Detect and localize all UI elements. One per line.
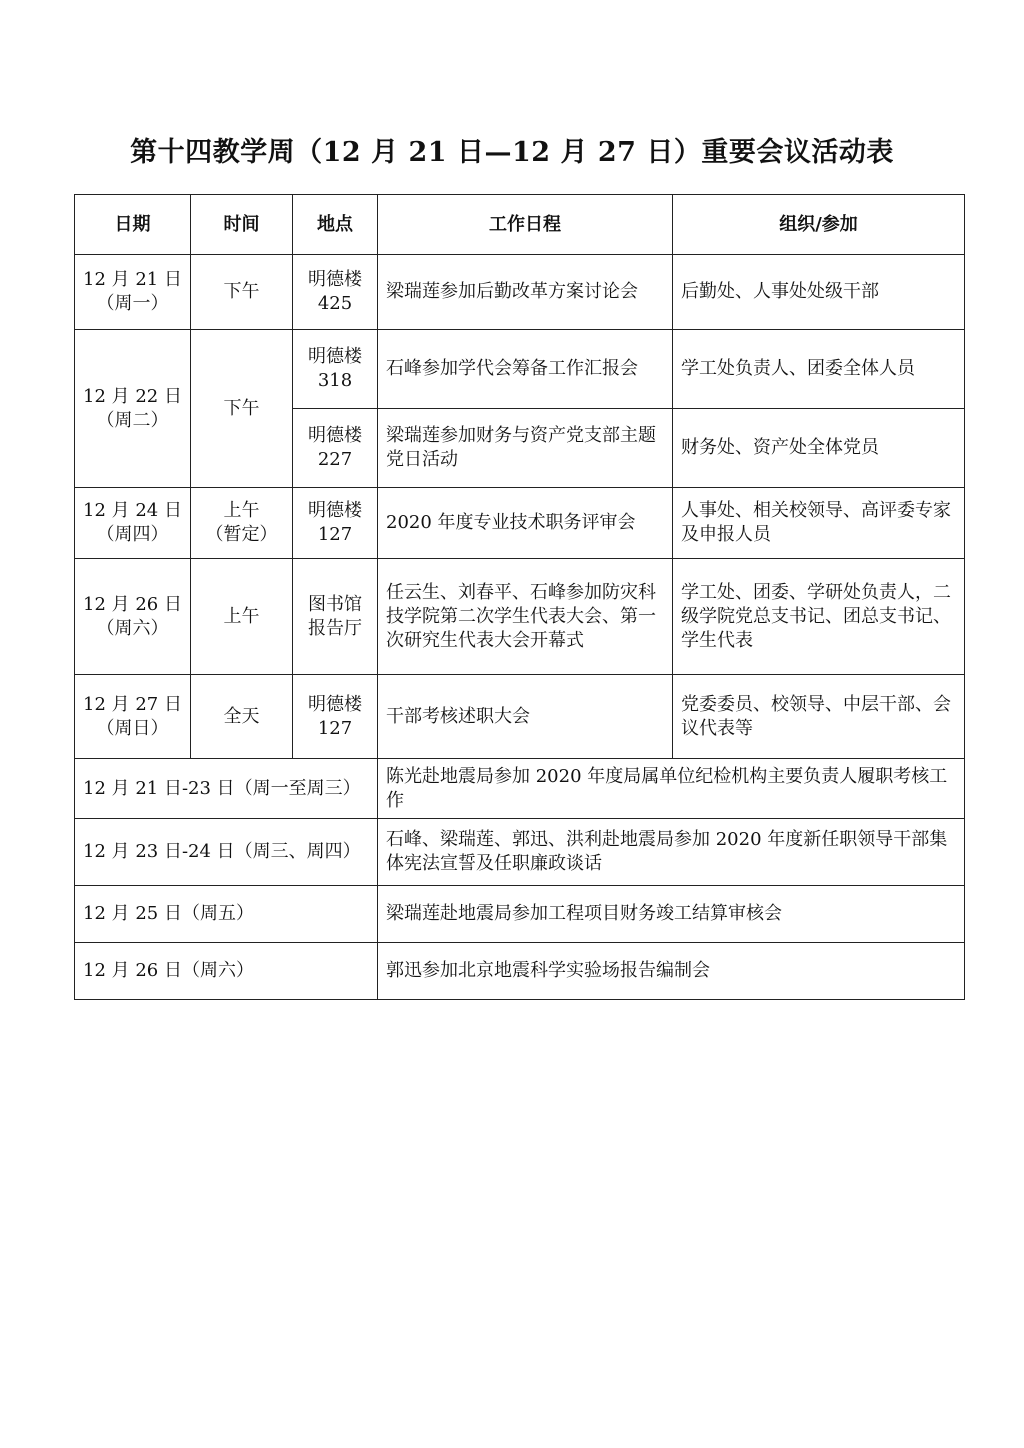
- table-row: [75, 759, 965, 819]
- time-cell: 下午: [191, 330, 293, 488]
- place-cell: 图书馆 报告厅: [293, 559, 378, 675]
- date-cell: 12 月 22 日 （周二）: [75, 330, 191, 488]
- header-time: 时间: [191, 195, 293, 255]
- table-row: [75, 819, 965, 886]
- agenda-cell: 陈光赴地震局参加 2020 年度局属单位纪检机构主要负责人履职考核工作: [378, 759, 965, 819]
- place-cell: 明德楼 318: [293, 330, 378, 409]
- header-participants: 组织/参加: [673, 195, 965, 255]
- agenda-cell: 干部考核述职大会: [378, 675, 673, 759]
- place-cell: 明德楼 127: [293, 488, 378, 559]
- table-row: [75, 559, 965, 675]
- place-cell: 明德楼 425: [293, 255, 378, 330]
- time-cell: 上午: [191, 559, 293, 675]
- agenda-cell: 石峰、梁瑞莲、郭迅、洪利赴地震局参加 2020 年度新任职领导干部集体宪法宣誓及任职廉政谈话: [378, 819, 965, 886]
- date-cell: 12 月 27 日 （周日）: [75, 675, 191, 759]
- place-cell: 明德楼 127: [293, 675, 378, 759]
- date-cell: 12 月 24 日 （周四）: [75, 488, 191, 559]
- date-range-cell: 12 月 21 日-23 日（周一至周三）: [75, 759, 378, 819]
- participants-cell: 后勤处、人事处处级干部: [673, 255, 965, 330]
- date-range-cell: 12 月 25 日（周五）: [75, 886, 378, 943]
- time-cell: 上午 （暂定）: [191, 488, 293, 559]
- header-agenda: 工作日程: [378, 195, 673, 255]
- agenda-cell: 石峰参加学代会筹备工作汇报会: [378, 330, 673, 409]
- header-date: 日期: [75, 195, 191, 255]
- participants-cell: 党委委员、校领导、中层干部、会议代表等: [673, 675, 965, 759]
- participants-cell: 学工处、团委、学研处负责人，二级学院党总支书记、团总支书记、学生代表: [673, 559, 965, 675]
- agenda-cell: 梁瑞莲参加后勤改革方案讨论会: [378, 255, 673, 330]
- participants-cell: 财务处、资产处全体党员: [673, 409, 965, 488]
- date-range-cell: 12 月 26 日（周六）: [75, 943, 378, 1000]
- date-cell: 12 月 26 日 （周六）: [75, 559, 191, 675]
- page-title: 第十四教学周（12 月 21 日—12 月 27 日）重要会议活动表: [130, 137, 894, 168]
- header-place: 地点: [293, 195, 378, 255]
- participants-cell: 人事处、相关校领导、高评委专家及申报人员: [673, 488, 965, 559]
- time-cell: 下午: [191, 255, 293, 330]
- agenda-cell: 2020 年度专业技术职务评审会: [378, 488, 673, 559]
- table-row: [75, 488, 965, 559]
- table-row: [75, 886, 965, 943]
- date-range-cell: 12 月 23 日-24 日（周三、周四）: [75, 819, 378, 886]
- table-row: [75, 943, 965, 1000]
- table-header-row: [75, 195, 965, 255]
- place-cell: 明德楼 227: [293, 409, 378, 488]
- agenda-cell: 郭迅参加北京地震科学实验场报告编制会: [378, 943, 965, 1000]
- agenda-cell: 梁瑞莲参加财务与资产党支部主题党日活动: [378, 409, 673, 488]
- date-cell: 12 月 21 日 （周一）: [75, 255, 191, 330]
- agenda-cell: 任云生、刘春平、石峰参加防灾科技学院第二次学生代表大会、第一次研究生代表大会开幕式: [378, 559, 673, 675]
- table-row: [75, 675, 965, 759]
- agenda-cell: 梁瑞莲赴地震局参加工程项目财务竣工结算审核会: [378, 886, 965, 943]
- time-cell: 全天: [191, 675, 293, 759]
- schedule-table: [74, 194, 965, 1000]
- table-row: [75, 330, 965, 409]
- participants-cell: 学工处负责人、团委全体人员: [673, 330, 965, 409]
- table-row: [75, 255, 965, 330]
